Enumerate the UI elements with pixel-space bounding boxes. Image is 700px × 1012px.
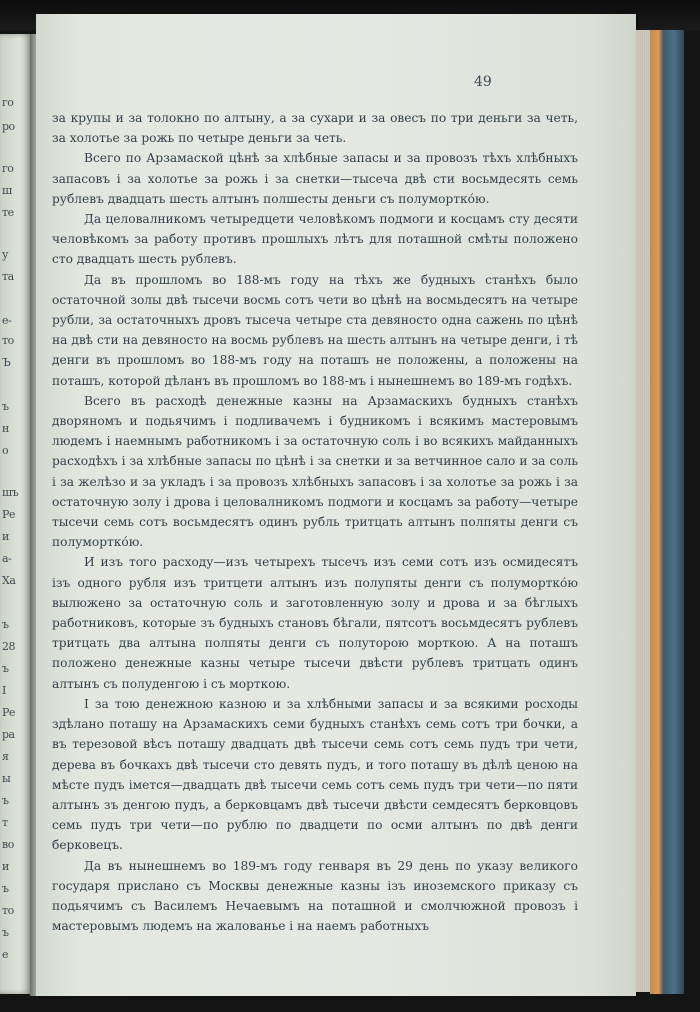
book-cover (650, 30, 684, 994)
left-page-edge (0, 34, 32, 994)
paragraph: Всего по Арзамаской цѣнѣ за хлѣбные запасы и за провозъ тѣхъ хлѣбныхъ запасовъ і за холотье за рожь і за снетки—тысеча двѣ сти восьмдесять семь рублевъ двадцать шесть алтынъ полшесты деньги съ полумортко́ю. (52, 151, 578, 206)
left-page-fragment: то (2, 334, 14, 347)
left-page-fragment: и (2, 530, 9, 543)
paragraph: Да целовалникомъ четыредцети человѣкомъ подмоги и косцамъ сту десяти человѣкомъ за работу противъ прошлыхъ лѣтъ для поташной смѣты положено сто двадцать шесть рублевъ. (52, 212, 578, 267)
left-page-fragment: н (2, 422, 9, 435)
left-page-fragment: ъ (2, 618, 9, 631)
left-page-fragment: е- (2, 314, 12, 327)
left-page-fragment: ра (2, 728, 15, 741)
page-text (52, 108, 578, 936)
left-page-fragment: о (2, 444, 9, 457)
left-page-fragment: ъ (2, 882, 9, 895)
paragraph: І за тою денежною казною и за хлѣбными запасы и за всякими росходы здѣлано поташу на Арзамаскихъ семи будныхъ станѣхъ семь сотъ три бочки, а въ терезовой вѣсъ поташу двадцать двѣ тысечи семь сотъ семь пудъ три чети, дерева въ бочкахъ двѣ тысечи сто девять пудъ, и того поташу въ дѣлѣ ценою на мѣсте пудъ імется—двадцать двѣ тысечи семь сотъ семь пудъ три чети—по пяти алтынъ зъ денгою пудъ, а берковцамъ двѣ тысечи двѣсти семдесятъ берковцовъ семь пудъ три чети—по рублю по двадцети по осми алтынъ по двѣ денги берковецъ. (52, 696, 578, 853)
left-page-fragment: ш (2, 184, 12, 197)
left-page-fragment: е (2, 948, 9, 961)
left-page-fragment: шъ (2, 486, 19, 499)
left-page-fragment: я (2, 750, 9, 763)
paragraph: И изъ того расходу—изъ четырехъ тысечъ изъ семи сотъ изъ осмидесятъ ізъ одного рубля изъ тритцети алтынъ изъ полупяты денги съ полумортко́ю вылюжено за остаточную соль и заготовленную золу и дрова и за бѣглыхъ работниковъ, которые зъ будныхъ становъ бѣгали, пятсотъ восьмдесятъ рублевъ тритцать два алтына полпяты денги съ полуторою морткою. А на поташъ положено денежные казны четыре тысечи двѣсти рублевъ тритцать одинъ алтынъ съ полуденгою і съ морткою. (52, 555, 578, 691)
paragraph: Всего въ расходѣ денежные казны на Арзамаскихъ будныхъ станѣхъ дворяномъ и подьячимъ і подливачемъ і будникомъ і всякимъ мастеровымъ людемъ і наемнымъ работникомъ і за остаточную соль і во всякихъ майданныхъ расходѣхъ і за хлѣбные запасы по цѣнѣ і за снетки и за ветчинное сало и за соль і за желѣзо и за укладъ і за провозъ хлѣбныхъ запасовъ і за холотье за рожь і за остаточную золу і дрова і целовалникомъ подмоги и косцамъ за работу—четыре тысечи семь сотъ восьмдесятъ одинъ рубль тритцать алтынъ полпяты денги съ полумортко́ю. (52, 393, 578, 550)
left-page-fragment: а- (2, 552, 12, 565)
left-page-fragment: т (2, 816, 8, 829)
left-page-fragment: I (2, 684, 6, 697)
left-page-fragment: ъ (2, 662, 9, 675)
left-page-fragment: ы (2, 772, 11, 785)
left-page-fragment: го (2, 96, 14, 109)
paragraph: за крупы и за толокно по алтыну, а за сухари и за овесъ по три деньги за четь, за холотье за рожь по четыре деньги за четь. (52, 111, 578, 146)
paragraph: Да въ нынешнемъ во 189-мъ году генваря въ 29 день по указу великого государя прислано съ Москвы денежные казны ізъ иноземского приказу съ подьячимъ съ Василемъ Нечаевымъ на поташной и смолчюжной провозъ і мастеровымъ людемъ на жалованье і на наемъ работныхъ (52, 858, 578, 934)
left-page-fragment: то (2, 904, 14, 917)
left-page-fragment: и (2, 860, 9, 873)
left-page-fragment: у (2, 248, 8, 261)
left-page-fragment: ро (2, 120, 15, 133)
left-page-fragment: та (2, 270, 14, 283)
left-page-fragment: ъ (2, 794, 9, 807)
left-page-fragment: ъ (2, 926, 9, 939)
left-page-fragment: Ха (2, 574, 16, 587)
left-page-fragment: 28 (2, 640, 15, 653)
page-edges (636, 30, 650, 992)
paragraph: Да въ прошломъ во 188-мъ году на тѣхъ же будныхъ станѣхъ было остаточной золы двѣ тысечи восмь сотъ чети во цѣнѣ на восмьдесятъ на четыре рубли, за остаточныхъ дровъ тысеча четыре ста девяносто одна сажень по цѣнѣ на двѣ сти на девяносто на восмь рублевъ на шесть алтынъ на четыре денги, і тѣ денги въ прошломъ во 188-мъ году на поташъ не положены, а положены на поташъ, которой дѣланъ въ прошломъ во 188-мъ і нынешнемъ во 189-мъ годѣхъ. (52, 272, 578, 388)
left-page-fragment: те (2, 206, 14, 219)
left-page-fragment: Ре (2, 706, 15, 719)
left-page-fragment: Ре (2, 508, 15, 521)
left-page-fragment: го (2, 162, 14, 175)
left-page-fragment: Ъ (2, 356, 11, 369)
left-page-fragment: ъ (2, 400, 9, 413)
left-page-fragment: во (2, 838, 14, 851)
page-number: 49 (474, 74, 492, 90)
